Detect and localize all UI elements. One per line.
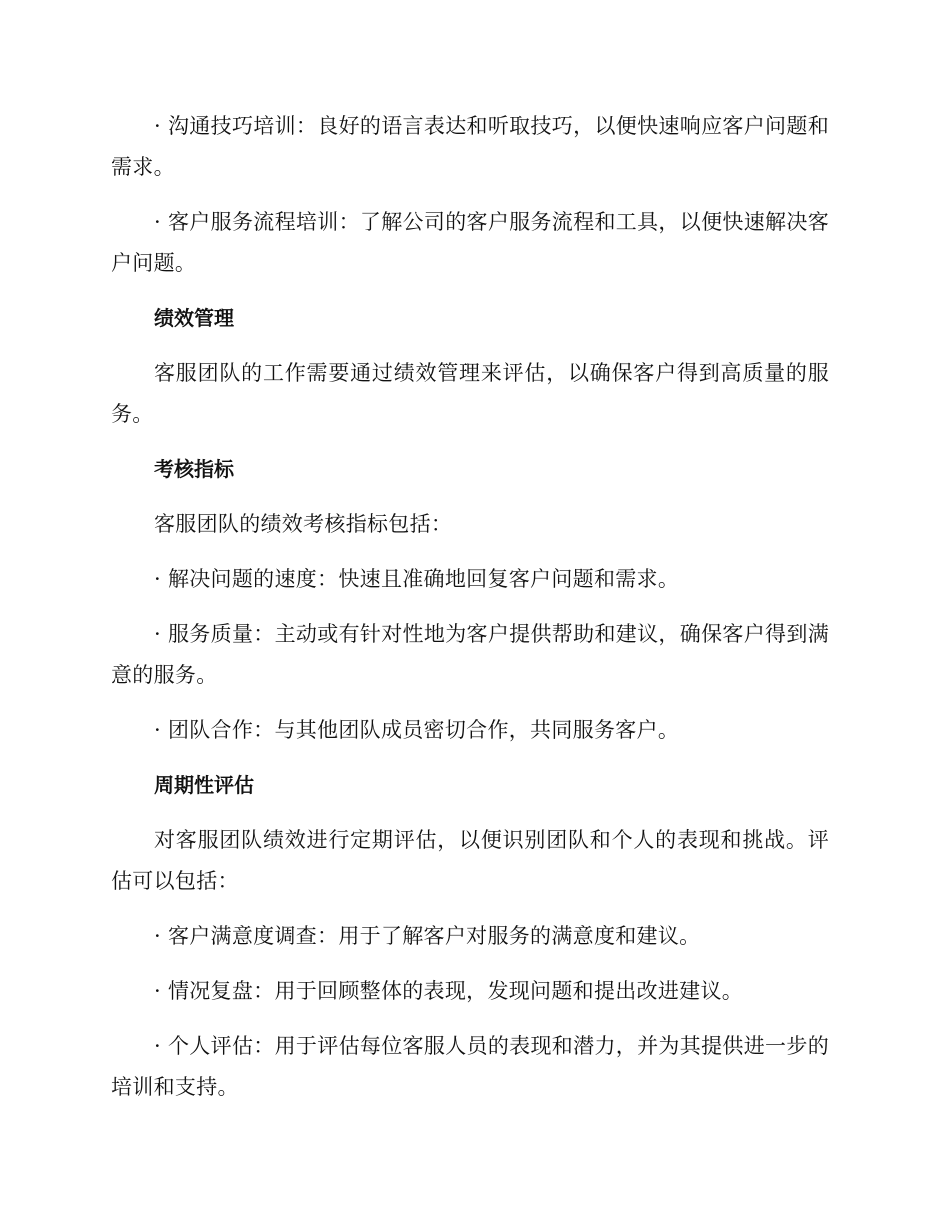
performance-management-intro: 客服团队的工作需要通过绩效管理来评估，以确保客户得到高质量的服务。 — [111, 361, 829, 426]
periodic-evaluation-intro: 对客服团队绩效进行定期评估，以便识别团队和个人的表现和挑战。评估可以包括： — [111, 828, 829, 893]
bullet-communication-training: · 沟通技巧培训：良好的语言表达和听取技巧，以便快速响应客户问题和需求。 — [111, 114, 829, 179]
bullet-service-process-training: · 客户服务流程培训：了解公司的客户服务流程和工具，以便快速解决客户问题。 — [111, 210, 829, 275]
section-heading-performance-management: 绩效管理 — [154, 306, 234, 330]
bullet-individual-evaluation: · 个人评估：用于评估每位客服人员的表现和潜力，并为其提供进一步的培训和支持。 — [111, 1034, 829, 1099]
bullet-teamwork: · 团队合作：与其他团队成员密切合作，共同服务客户。 — [154, 718, 680, 742]
section-heading-periodic-evaluation: 周期性评估 — [154, 773, 254, 797]
document-body — [111, 106, 829, 1122]
bullet-service-quality: · 服务质量：主动或有针对性地为客户提供帮助和建议，确保客户得到满意的服务。 — [111, 622, 829, 687]
bullet-review: · 情况复盘：用于回顾整体的表现，发现问题和提出改进建议。 — [154, 979, 744, 1003]
bullet-resolution-speed: · 解决问题的速度：快速且准确地回复客户问题和需求。 — [154, 567, 680, 591]
bullet-satisfaction-survey: · 客户满意度调查：用于了解客户对服务的满意度和建议。 — [154, 924, 701, 948]
section-heading-kpi: 考核指标 — [154, 457, 234, 481]
kpi-intro: 客服团队的绩效考核指标包括： — [154, 512, 453, 536]
